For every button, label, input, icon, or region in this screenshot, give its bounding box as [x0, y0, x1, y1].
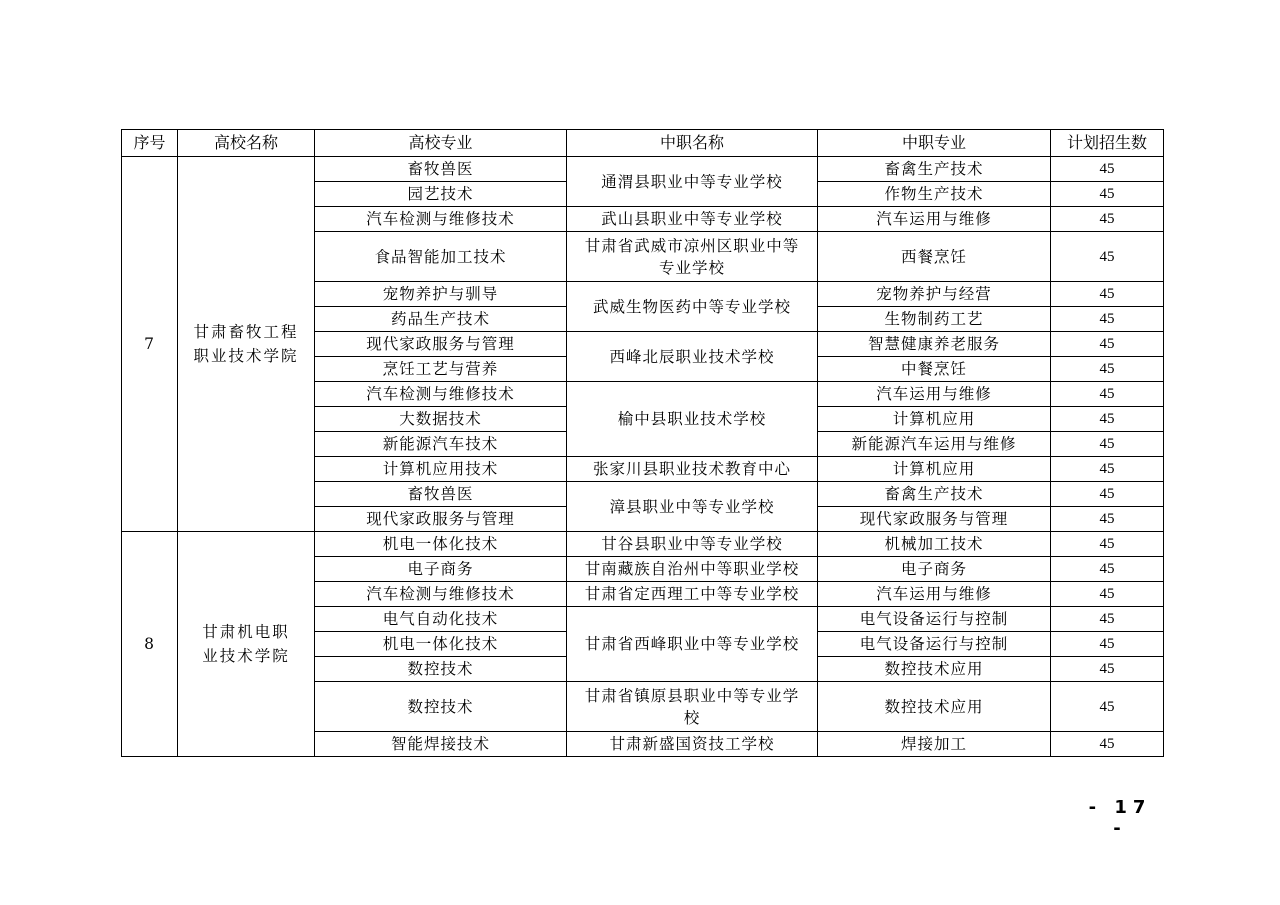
college-major-cell: 电子商务 [315, 557, 567, 582]
vocational-major-cell: 计算机应用 [818, 457, 1051, 482]
plan-count-cell: 45 [1051, 182, 1164, 207]
vocational-major-cell: 汽车运用与维修 [818, 207, 1051, 232]
college-major-cell: 机电一体化技术 [315, 632, 567, 657]
header-plan-count: 计划招生数 [1051, 130, 1164, 157]
vocational-school-cell: 西峰北辰职业技术学校 [567, 332, 818, 382]
college-major-cell: 大数据技术 [315, 407, 567, 432]
vocational-school-name: 甘肃省武威市凉州区职业中等专业学校 [584, 236, 800, 277]
vocational-school-cell: 漳县职业中等专业学校 [567, 482, 818, 532]
vocational-school-cell [567, 682, 818, 732]
college-major-cell: 新能源汽车技术 [315, 432, 567, 457]
vocational-major-cell: 现代家政服务与管理 [818, 507, 1051, 532]
vocational-major-cell: 中餐烹饪 [818, 357, 1051, 382]
table-row [122, 157, 1164, 182]
vocational-major-cell: 智慧健康养老服务 [818, 332, 1051, 357]
plan-count-cell: 45 [1051, 532, 1164, 557]
plan-count-cell: 45 [1051, 482, 1164, 507]
vocational-major-cell: 汽车运用与维修 [818, 582, 1051, 607]
vocational-school-cell: 甘谷县职业中等专业学校 [567, 532, 818, 557]
college-name: 甘肃畜牧工程职业技术学院 [193, 323, 299, 365]
vocational-major-cell: 宠物养护与经营 [818, 282, 1051, 307]
college-major-cell: 智能焊接技术 [315, 732, 567, 757]
vocational-school-cell: 甘肃省定西理工中等专业学校 [567, 582, 818, 607]
vocational-major-cell: 数控技术应用 [818, 682, 1051, 732]
header-vocational-school: 中职名称 [567, 130, 818, 157]
vocational-major-cell: 计算机应用 [818, 407, 1051, 432]
college-major-cell: 药品生产技术 [315, 307, 567, 332]
vocational-school-cell: 武山县职业中等专业学校 [567, 207, 818, 232]
college-major-cell: 烹饪工艺与营养 [315, 357, 567, 382]
college-name-cell [178, 532, 315, 757]
vocational-major-cell: 电子商务 [818, 557, 1051, 582]
vocational-school-cell: 武威生物医药中等专业学校 [567, 282, 818, 332]
vocational-school-name: 甘肃省镇原县职业中等专业学校 [584, 686, 800, 727]
vocational-major-cell: 畜禽生产技术 [818, 482, 1051, 507]
header-college-major: 高校专业 [315, 130, 567, 157]
college-major-cell: 现代家政服务与管理 [315, 507, 567, 532]
college-major-cell: 宠物养护与驯导 [315, 282, 567, 307]
vocational-major-cell: 数控技术应用 [818, 657, 1051, 682]
college-major-cell: 畜牧兽医 [315, 482, 567, 507]
vocational-major-cell: 西餐烹饪 [818, 232, 1051, 282]
college-major-cell: 电气自动化技术 [315, 607, 567, 632]
college-major-cell: 食品智能加工技术 [315, 232, 567, 282]
college-major-cell: 数控技术 [315, 682, 567, 732]
college-major-cell: 计算机应用技术 [315, 457, 567, 482]
college-name: 甘肃机电职业技术学院 [202, 623, 290, 665]
plan-count-cell: 45 [1051, 357, 1164, 382]
plan-count-cell: 45 [1051, 407, 1164, 432]
plan-count-cell: 45 [1051, 557, 1164, 582]
vocational-major-cell: 畜禽生产技术 [818, 157, 1051, 182]
vocational-major-cell: 焊接加工 [818, 732, 1051, 757]
vocational-major-cell: 电气设备运行与控制 [818, 607, 1051, 632]
seq-cell: 7 [122, 157, 178, 532]
vocational-major-cell: 汽车运用与维修 [818, 382, 1051, 407]
header-vocational-major: 中职专业 [818, 130, 1051, 157]
plan-count-cell: 45 [1051, 682, 1164, 732]
plan-count-cell: 45 [1051, 732, 1164, 757]
plan-count-cell: 45 [1051, 632, 1164, 657]
vocational-major-cell: 机械加工技术 [818, 532, 1051, 557]
plan-count-cell: 45 [1051, 157, 1164, 182]
plan-count-cell: 45 [1051, 282, 1164, 307]
table-row [122, 532, 1164, 557]
vocational-major-cell: 生物制药工艺 [818, 307, 1051, 332]
plan-count-cell: 45 [1051, 657, 1164, 682]
plan-count-cell: 45 [1051, 457, 1164, 482]
vocational-school-cell: 甘肃新盛国资技工学校 [567, 732, 818, 757]
vocational-school-cell: 甘肃省西峰职业中等专业学校 [567, 607, 818, 682]
plan-count-cell: 45 [1051, 607, 1164, 632]
plan-count-cell: 45 [1051, 582, 1164, 607]
college-major-cell: 现代家政服务与管理 [315, 332, 567, 357]
header-seq: 序号 [122, 130, 178, 157]
vocational-major-cell: 作物生产技术 [818, 182, 1051, 207]
vocational-school-cell: 榆中县职业技术学校 [567, 382, 818, 457]
seq-cell: 8 [122, 532, 178, 757]
vocational-school-cell [567, 232, 818, 282]
plan-count-cell: 45 [1051, 507, 1164, 532]
vocational-major-cell: 新能源汽车运用与维修 [818, 432, 1051, 457]
plan-count-cell: 45 [1051, 207, 1164, 232]
plan-count-cell: 45 [1051, 432, 1164, 457]
page-number: - 17 - [1088, 797, 1152, 839]
plan-count-cell: 45 [1051, 307, 1164, 332]
vocational-major-cell: 电气设备运行与控制 [818, 632, 1051, 657]
college-name-cell [178, 157, 315, 532]
college-major-cell: 汽车检测与维修技术 [315, 582, 567, 607]
header-college: 高校名称 [178, 130, 315, 157]
vocational-school-cell: 甘南藏族自治州中等职业学校 [567, 557, 818, 582]
college-major-cell: 畜牧兽医 [315, 157, 567, 182]
college-major-cell: 机电一体化技术 [315, 532, 567, 557]
college-major-cell: 园艺技术 [315, 182, 567, 207]
enrollment-plan-table [121, 129, 1164, 757]
college-major-cell: 汽车检测与维修技术 [315, 207, 567, 232]
plan-count-cell: 45 [1051, 332, 1164, 357]
college-major-cell: 数控技术 [315, 657, 567, 682]
vocational-school-cell: 张家川县职业技术教育中心 [567, 457, 818, 482]
plan-count-cell: 45 [1051, 232, 1164, 282]
college-major-cell: 汽车检测与维修技术 [315, 382, 567, 407]
table-header-row [122, 130, 1164, 157]
plan-count-cell: 45 [1051, 382, 1164, 407]
vocational-school-cell: 通渭县职业中等专业学校 [567, 157, 818, 207]
